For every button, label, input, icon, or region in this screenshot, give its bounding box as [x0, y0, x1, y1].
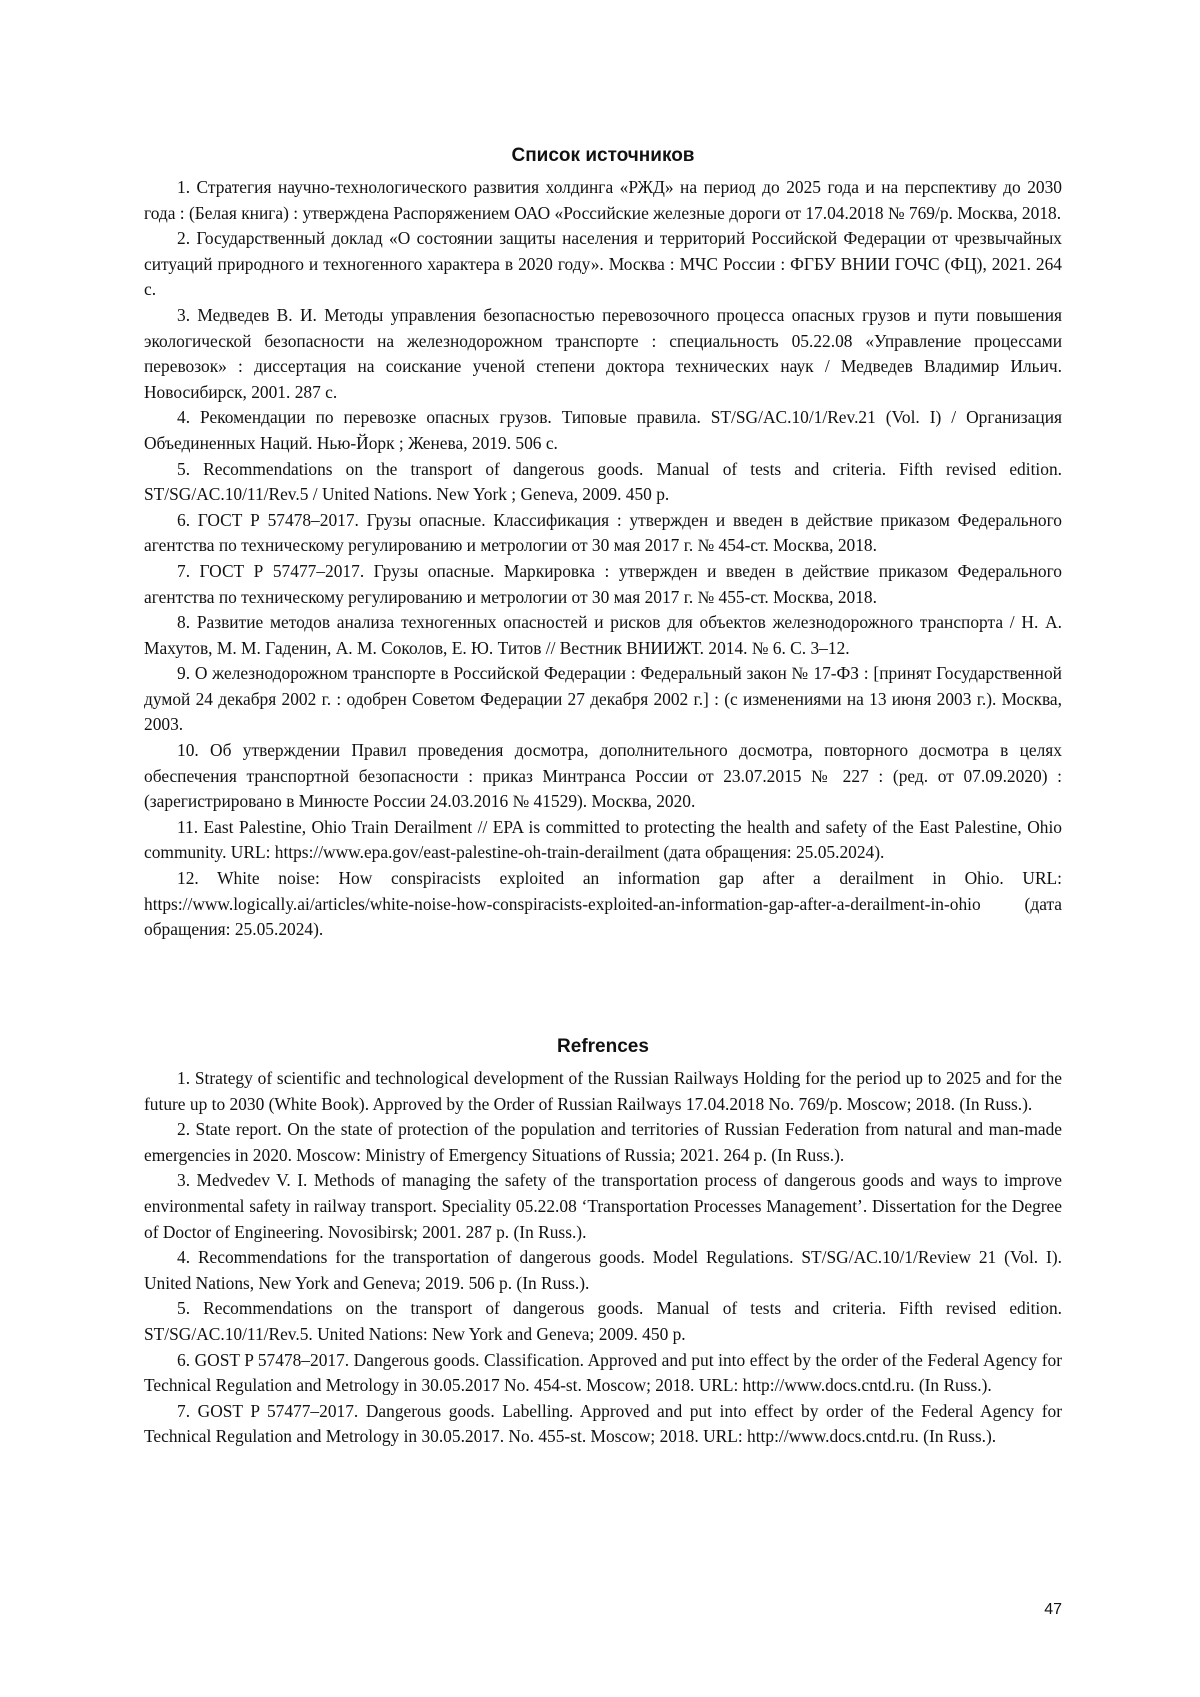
- reference-item-en-5: 5. Recommendations on the transport of dangerous goods. Manual of tests and criteria. Fifth revised edition. ST/SG/AC.10/11/Rev.5. United Nations: New York and Geneva; 2009. 450 p.: [144, 1298, 1062, 1344]
- reference-item-en-6: 6. GOST P 57478–2017. Dangerous goods. Classification. Approved and put into effect by the order of the Federal Agency for Technical Regulation and Metrology in 30.05.2017 No. 454-st. Moscow; 2018. URL: http://www.docs.cntd.ru. (In Russ.).: [144, 1349, 1062, 1396]
- reference-item-ru-10: 10. Об утверждении Правил проведения досмотра, дополнительного досмотра, повторного досмотра в целях обеспечения транспортной безопасности : приказ Минтранса России от 23.07.2015 № 227 : (ред. от 07.09.2020) : (зарегистрировано в Минюсте России 24.03.2016 № 41529). Москва, 2020.: [144, 740, 1062, 812]
- reference-item-en-3: 3. Medvedev V. I. Methods of managing the safety of the transportation process of dangerous goods and ways to improve environmental safety in railway transport. Speciality 05.22.08 ‘Transportation Processes Management’. Dissertation for the Degree of Doctor of Engineering. Novosibirsk; 2001. 287 p. (In Russ.).: [144, 1170, 1062, 1242]
- reference-item-ru-1: 1. Стратегия научно-технологического развития холдинга «РЖД» на период до 2025 года и на перспективу до 2030 года : (Белая книга) : утверждена Распоряжением ОАО «Российские железные дороги от 17.04.2018 № 769/р. Москва, 2018.: [144, 177, 1062, 223]
- reference-item-en-7: 7. GOST P 57477–2017. Dangerous goods. Labelling. Approved and put into effect by order of the Federal Agency for Technical Regulation and Metrology in 30.05.2017. No. 455-st. Moscow; 2018. URL: http://www.docs.cntd.ru. (In Russ.).: [144, 1400, 1062, 1447]
- reference-item-ru-2: 2. Государственный доклад «О состоянии защиты населения и территорий Российской Федерации от чрезвычайных ситуаций природного и техногенного характера в 2020 году». Москва : МЧС России : ФГБУ ВНИИ ГОЧС (ФЦ), 2021. 264 с.: [144, 228, 1062, 300]
- reference-item-en-4: 4. Recommendations for the transportation of dangerous goods. Model Regulations. ST/SG/AC.10/1/Review 21 (Vol. I). United Nations, New York and Geneva; 2019. 506 p. (In Russ.).: [144, 1247, 1062, 1293]
- reference-item-ru-5: 5. Recommendations on the transport of dangerous goods. Manual of tests and criteria. Fifth revised edition. ST/SG/AC.10/11/Rev.5 / United Nations. New York ; Geneva, 2009. 450 p.: [144, 458, 1062, 505]
- reference-item-ru-9: 9. О железнодорожном транспорте в Российской Федерации : Федеральный закон № 17-ФЗ : [принят Государственной думой 24 декабря 2002 г. : одобрен Советом Федерации 27 декабря 2002 г.] : (с изменениями на 13 июня 2003 г.). Москва, 2003.: [144, 663, 1062, 735]
- reference-item-ru-11: 11. East Palestine, Ohio Train Derailment // EPA is committed to protecting the health and safety of the East Palestine, Ohio community. URL: https://www.epa.gov/east-palestine-oh-train-derailment (дата обращения: 25.05.2024).: [144, 816, 1062, 863]
- page-number: 47: [1044, 1601, 1062, 1618]
- reference-list-russian: [144, 175, 1062, 943]
- reference-item-ru-4: 4. Рекомендации по перевозке опасных грузов. Типовые правила. ST/SG/AC.10/1/Rev.21 (Vol. I) / Организация Объединенных Наций. Нью-Йорк ; Женева, 2019. 506 с.: [144, 407, 1062, 453]
- references-section-russian: [144, 143, 1062, 943]
- section-heading-english: Refrences: [557, 1036, 649, 1057]
- reference-list-english: [144, 1066, 1062, 1450]
- reference-item-ru-12: 12. White noise: How conspiracists exploited an information gap after a derailment in Ohio. URL: https://www.logically.ai/articles/white-noise-how-conspiracists-exploited-an-information-gap-after-a-derailment-in-ohio (дата обращения: 25.05.2024).: [144, 868, 1062, 940]
- section-heading-russian: Список источников: [511, 145, 695, 166]
- reference-item-en-2: 2. State report. On the state of protection of the population and territories of Russian Federation from natural and man-made emergencies in 2020. Moscow: Ministry of Emergency Situations of Russia; 2021. 264 p. (In Russ.).: [144, 1119, 1062, 1165]
- reference-item-ru-7: 7. ГОСТ Р 57477–2017. Грузы опасные. Маркировка : утвержден и введен в действие приказом Федерального агентства по техническому регулированию и метрологии от 30 мая 2017 г. № 455-ст. Москва, 2018.: [144, 560, 1062, 607]
- page: [144, 0, 1062, 1697]
- reference-item-ru-3: 3. Медведев В. И. Методы управления безопасностью перевозочного процесса опасных грузов и пути повышения экологической безопасности на железнодорожном транспорте : специальность 05.22.08 «Управление процессами перевозок» : диссертация на соискание ученой степени доктора технических наук / Медведев Владимир Ильич. Новосибирск, 2001. 287 с.: [144, 304, 1062, 402]
- references-section-english: [144, 1034, 1062, 1450]
- reference-item-ru-8: 8. Развитие методов анализа техногенных опасностей и рисков для объектов железнодорожного транспорта / Н. А. Махутов, М. М. Гаденин, А. М. Соколов, Е. Ю. Титов // Вестник ВНИИЖТ. 2014. № 6. С. 3–12.: [144, 612, 1062, 658]
- reference-item-ru-6: 6. ГОСТ Р 57478–2017. Грузы опасные. Классификация : утвержден и введен в действие приказом Федерального агентства по техническому регулированию и метрологии от 30 мая 2017 г. № 454-ст. Москва, 2018.: [144, 509, 1062, 556]
- reference-item-en-1: 1. Strategy of scientific and technological development of the Russian Railways Holding for the period up to 2025 and for the future up to 2030 (White Book). Approved by the Order of Russian Railways 17.04.2018 No. 769/p. Moscow; 2018. (In Russ.).: [144, 1068, 1062, 1114]
